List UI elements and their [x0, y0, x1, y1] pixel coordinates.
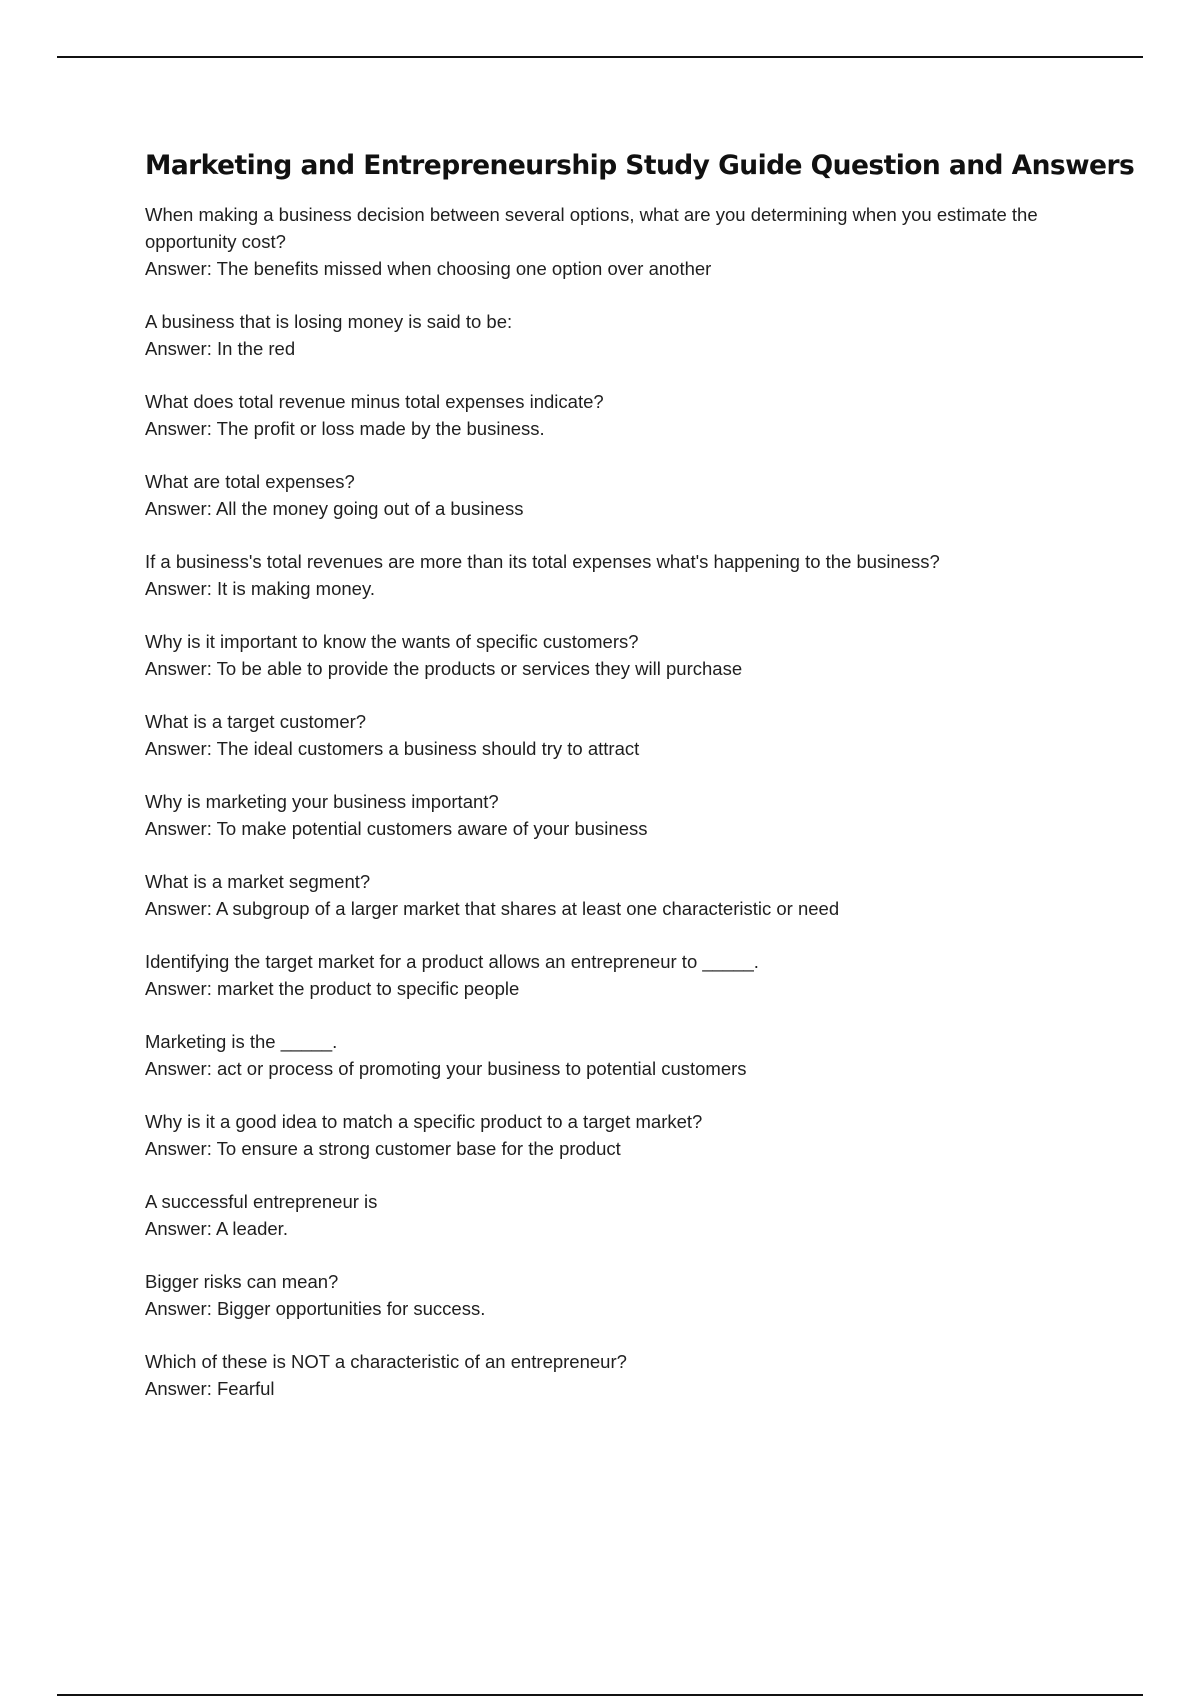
qa-item [145, 201, 1065, 282]
question-text: Bigger risks can mean? [145, 1271, 339, 1292]
answer-text: All the money going out of a business [215, 498, 524, 519]
qa-item [145, 388, 1065, 442]
answer-prefix: Answer: [145, 1378, 212, 1399]
qa-item [145, 948, 1065, 1002]
answer-text: It is making money. [216, 578, 375, 599]
answer-text: The ideal customers a business should try to attract [216, 738, 640, 759]
answer-prefix: Answer: [145, 738, 212, 759]
qa-item [145, 1348, 1065, 1402]
document-body [145, 146, 1135, 1428]
answer-row [145, 255, 1065, 282]
answer-prefix: Answer: [145, 578, 212, 599]
answer-prefix: Answer: [145, 658, 212, 679]
qa-item [145, 548, 1065, 602]
answer-row [145, 1375, 1065, 1402]
document-title: Marketing and Entrepreneurship Study Guide Question and Answers [145, 150, 1135, 181]
answer-row [145, 335, 1065, 362]
question-text: Why is it a good idea to match a specific product to a target market? [145, 1111, 703, 1132]
answer-text: Fearful [216, 1378, 275, 1399]
answer-prefix: Answer: [145, 338, 212, 359]
answer-prefix: Answer: [145, 978, 212, 999]
question-text: What is a market segment? [145, 871, 371, 892]
qa-item [145, 1268, 1065, 1322]
qa-item [145, 1188, 1065, 1242]
qa-item [145, 468, 1065, 522]
question-text: When making a business decision between several options, what are you determining when you estimate the opportunity cost? [145, 204, 1038, 252]
qa-item [145, 1028, 1065, 1082]
question-text: What does total revenue minus total expenses indicate? [145, 391, 604, 412]
answer-text: To ensure a strong customer base for the product [216, 1138, 621, 1159]
answer-row [145, 975, 1065, 1002]
qa-item [145, 1108, 1065, 1162]
top-divider [57, 56, 1143, 58]
answer-row [145, 415, 1065, 442]
answer-row [145, 495, 1065, 522]
answer-text: In the red [216, 338, 296, 359]
answer-prefix: Answer: [145, 258, 212, 279]
answer-prefix: Answer: [145, 898, 212, 919]
answer-text: act or process of promoting your business to potential customers [216, 1058, 747, 1079]
answer-text: market the product to specific people [216, 978, 520, 999]
answer-prefix: Answer: [145, 498, 212, 519]
qa-list [145, 201, 1065, 1402]
answer-text: A leader. [215, 1218, 288, 1239]
question-text: A business that is losing money is said to be: [145, 311, 513, 332]
bottom-divider [57, 1694, 1143, 1696]
answer-text: A subgroup of a larger market that shares at least one characteristic or need [215, 898, 840, 919]
qa-item [145, 308, 1065, 362]
answer-text: The profit or loss made by the business. [216, 418, 545, 439]
answer-row [145, 575, 1065, 602]
answer-prefix: Answer: [145, 1298, 212, 1319]
answer-prefix: Answer: [145, 818, 212, 839]
answer-text: To be able to provide the products or services they will purchase [216, 658, 743, 679]
answer-row [145, 895, 1065, 922]
answer-row [145, 1055, 1065, 1082]
question-text: Why is it important to know the wants of specific customers? [145, 631, 639, 652]
question-text: Identifying the target market for a product allows an entrepreneur to _____. [145, 951, 759, 972]
qa-item [145, 868, 1065, 922]
answer-prefix: Answer: [145, 418, 212, 439]
question-text: If a business's total revenues are more than its total expenses what's happening to the business? [145, 551, 940, 572]
answer-row [145, 1215, 1065, 1242]
answer-text: The benefits missed when choosing one option over another [216, 258, 712, 279]
qa-item [145, 788, 1065, 842]
answer-text: To make potential customers aware of your business [216, 818, 648, 839]
question-text: Why is marketing your business important? [145, 791, 499, 812]
answer-prefix: Answer: [145, 1058, 212, 1079]
answer-row [145, 815, 1065, 842]
qa-item [145, 628, 1065, 682]
answer-prefix: Answer: [145, 1138, 212, 1159]
answer-text: Bigger opportunities for success. [216, 1298, 486, 1319]
answer-prefix: Answer: [145, 1218, 212, 1239]
question-text: What are total expenses? [145, 471, 355, 492]
question-text: Marketing is the _____. [145, 1031, 338, 1052]
qa-item [145, 708, 1065, 762]
question-text: What is a target customer? [145, 711, 367, 732]
answer-row [145, 735, 1065, 762]
question-text: Which of these is NOT a characteristic of an entrepreneur? [145, 1351, 627, 1372]
answer-row [145, 1135, 1065, 1162]
answer-row [145, 655, 1065, 682]
answer-row [145, 1295, 1065, 1322]
question-text: A successful entrepreneur is [145, 1191, 378, 1212]
